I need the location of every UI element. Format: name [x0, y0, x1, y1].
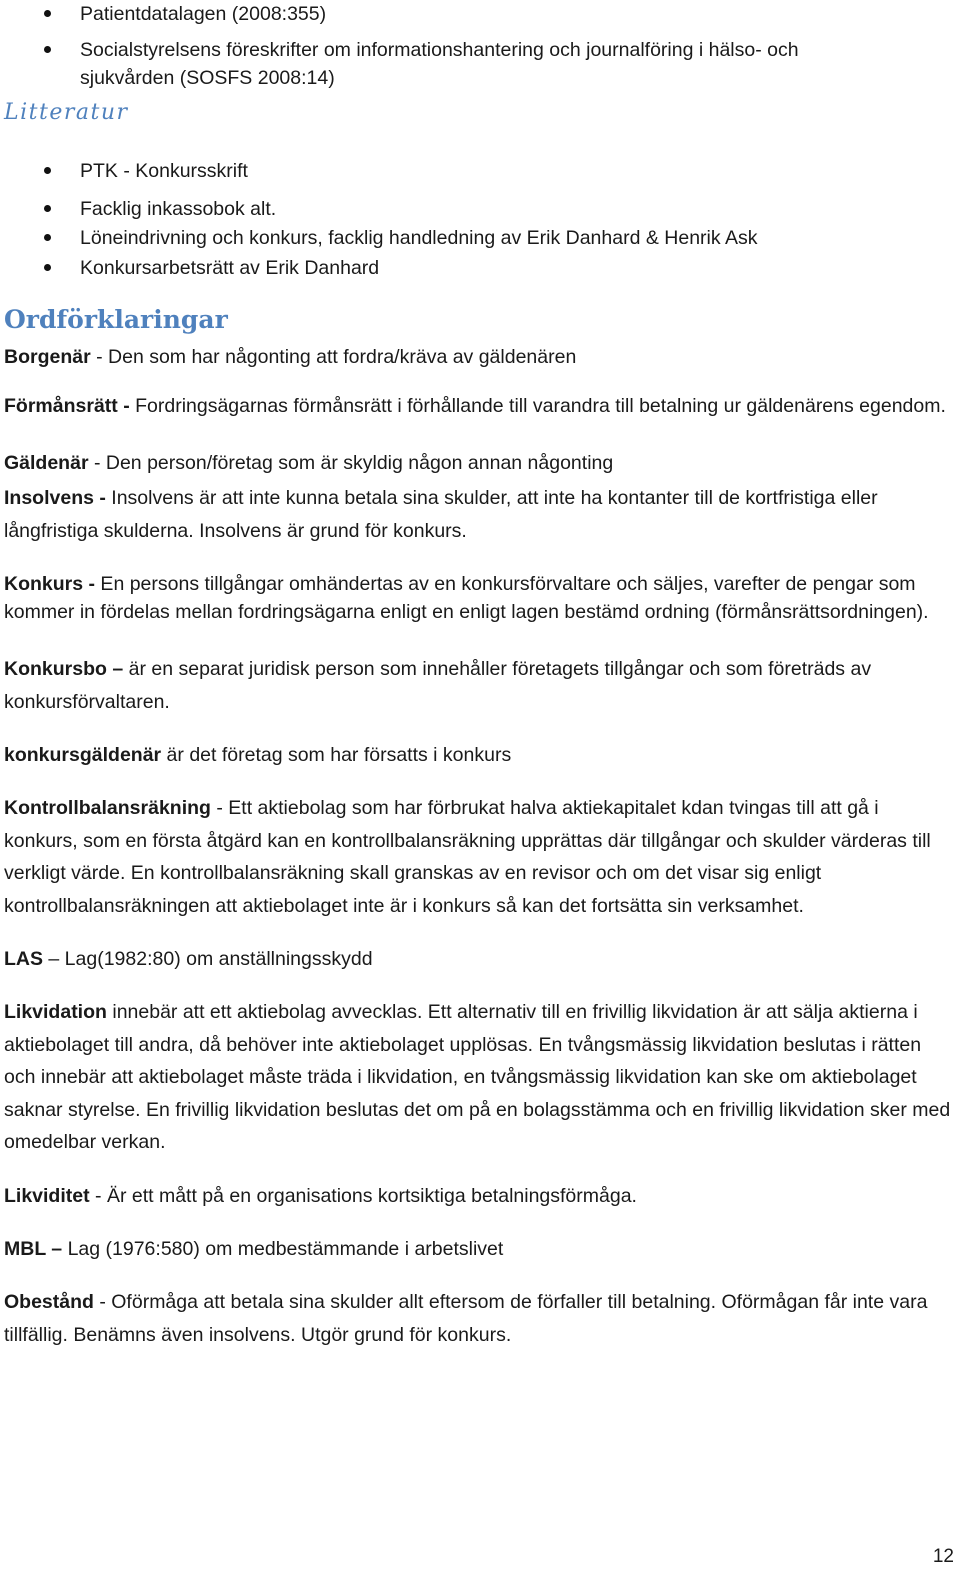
glossary-term: Likviditet	[4, 1185, 90, 1207]
glossary-definition: är en separat juridisk person som innehåller företagets tillgångar och som företräds av konkursförvaltaren.	[4, 658, 872, 713]
list-item-text: Socialstyrelsens föreskrifter om informationshantering och journalföring i hälso- och sjukvården (SOSFS 2008:14)	[80, 39, 799, 89]
glossary-definition: är det företag som har försatts i konkurs	[161, 744, 512, 766]
glossary-term: MBL –	[4, 1238, 63, 1260]
bullet-icon	[44, 205, 51, 212]
glossary-term: LAS	[4, 948, 43, 970]
glossary-definition: Fordringsägarnas förmånsrätt i förhållande till varandra till betalning ur gäldenärens egendom.	[129, 395, 946, 417]
glossary-entry	[4, 792, 954, 922]
glossary-term: Likvidation	[4, 1001, 107, 1023]
glossary-entry	[4, 1286, 954, 1351]
bullet-icon	[44, 167, 51, 174]
glossary-entry	[4, 943, 954, 976]
glossary-term: Konkursbo –	[4, 658, 124, 680]
glossary-term: Borgenär	[4, 346, 91, 368]
glossary-definition: Lag (1976:580) om medbestämmande i arbetslivet	[62, 1238, 504, 1260]
bullet-icon	[44, 264, 51, 271]
list-item-text: Facklig inkassobok alt.	[80, 198, 277, 220]
bullet-icon	[44, 10, 51, 17]
page-number: 12	[932, 1546, 954, 1567]
glossary-definition: - Ett aktiebolag som har förbrukat halva aktiekapitalet kdan tvingas till att gå i konkurs, som en första åtgärd kan en kontrollbalansräkning upprättas där tillgångar och skulder värderas till verkligt värde. En kontrollbalansräkning skall granskas av en revisor och om det visar sig enligt kontrollbalansräkningen att aktiebolaget inte är i konkurs så kan det fortsätta sin verksamhet.	[4, 797, 931, 917]
glossary-entry	[4, 996, 954, 1159]
glossary-entry	[4, 653, 954, 718]
glossary-entry	[4, 343, 954, 371]
glossary-entry	[4, 1180, 954, 1213]
glossary-definition: Insolvens är att inte kunna betala sina skulder, att inte ha kontanter till de kortfristiga eller långfristiga skulderna. Insolvens är grund för konkurs.	[4, 487, 878, 542]
list-item-text: Konkursarbetsrätt av Erik Danhard	[80, 257, 380, 279]
glossary-term: konkursgäldenär	[4, 744, 162, 766]
section-heading-literature: Litteratur	[4, 100, 129, 125]
glossary-term: Obestånd	[4, 1291, 94, 1313]
glossary-definition: – Lag(1982:80) om anställningsskydd	[43, 948, 373, 970]
glossary-entry	[4, 739, 954, 772]
list-item-text: PTK - Konkursskrift	[80, 160, 248, 182]
list-item-text: Patientdatalagen (2008:355)	[80, 3, 327, 25]
glossary-entry	[4, 449, 954, 477]
list-item-text: Löneindrivning och konkurs, facklig handledning av Erik Danhard & Henrik Ask	[80, 227, 758, 249]
glossary-term: Kontrollbalansräkning	[4, 797, 211, 819]
glossary-entry	[4, 1233, 954, 1266]
glossary-term: Gäldenär	[4, 452, 89, 474]
glossary-definition: - Oförmåga att betala sina skulder allt eftersom de förfaller till betalning. Oförmågan får inte vara tillfällig. Benämns även insolvens. Utgör grund för konkurs.	[4, 1291, 928, 1346]
section-heading-glossary: Ordförklaringar	[4, 305, 228, 334]
bullet-icon	[44, 234, 51, 241]
glossary-definition: innebär att ett aktiebolag avvecklas. Ett alternativ till en frivillig likvidation är att sälja aktierna i aktiebolaget till andra, då behöver inte aktiebolaget upplösas. En tvångsmässig likvidation beslutas i rätten och innebär att aktiebolaget måste träda i likvidation, en tvångsmässig likvidation kan ske om aktiebolaget saknar styrelse. En frivillig likvidation beslutas det om på en bolagsstämma och en frivillig likvidation sker med omedelbar verkan.	[4, 1001, 951, 1153]
glossary-entry	[4, 570, 954, 626]
bullet-icon	[44, 46, 51, 53]
glossary-term: Konkurs -	[4, 573, 96, 595]
glossary-entry	[4, 482, 954, 547]
glossary-definition: En persons tillgångar omhändertas av en konkursförvaltare och säljes, varefter de pengar som kommer in fördelas mellan fordringsägarna enligt en enligt lagen bestämd ordning (förmånsrättsordningen).	[4, 573, 929, 623]
glossary-term: Förmånsrätt -	[4, 395, 130, 417]
glossary-term: Insolvens -	[4, 487, 106, 509]
glossary-definition: - Den som har någonting att fordra/kräva av gäldenären	[90, 346, 577, 368]
glossary-entry	[4, 392, 954, 420]
glossary-definition: - Den person/företag som är skyldig någon annan någonting	[88, 452, 614, 474]
glossary-definition: - Är ett mått på en organisations kortsiktiga betalningsförmåga.	[89, 1185, 637, 1207]
